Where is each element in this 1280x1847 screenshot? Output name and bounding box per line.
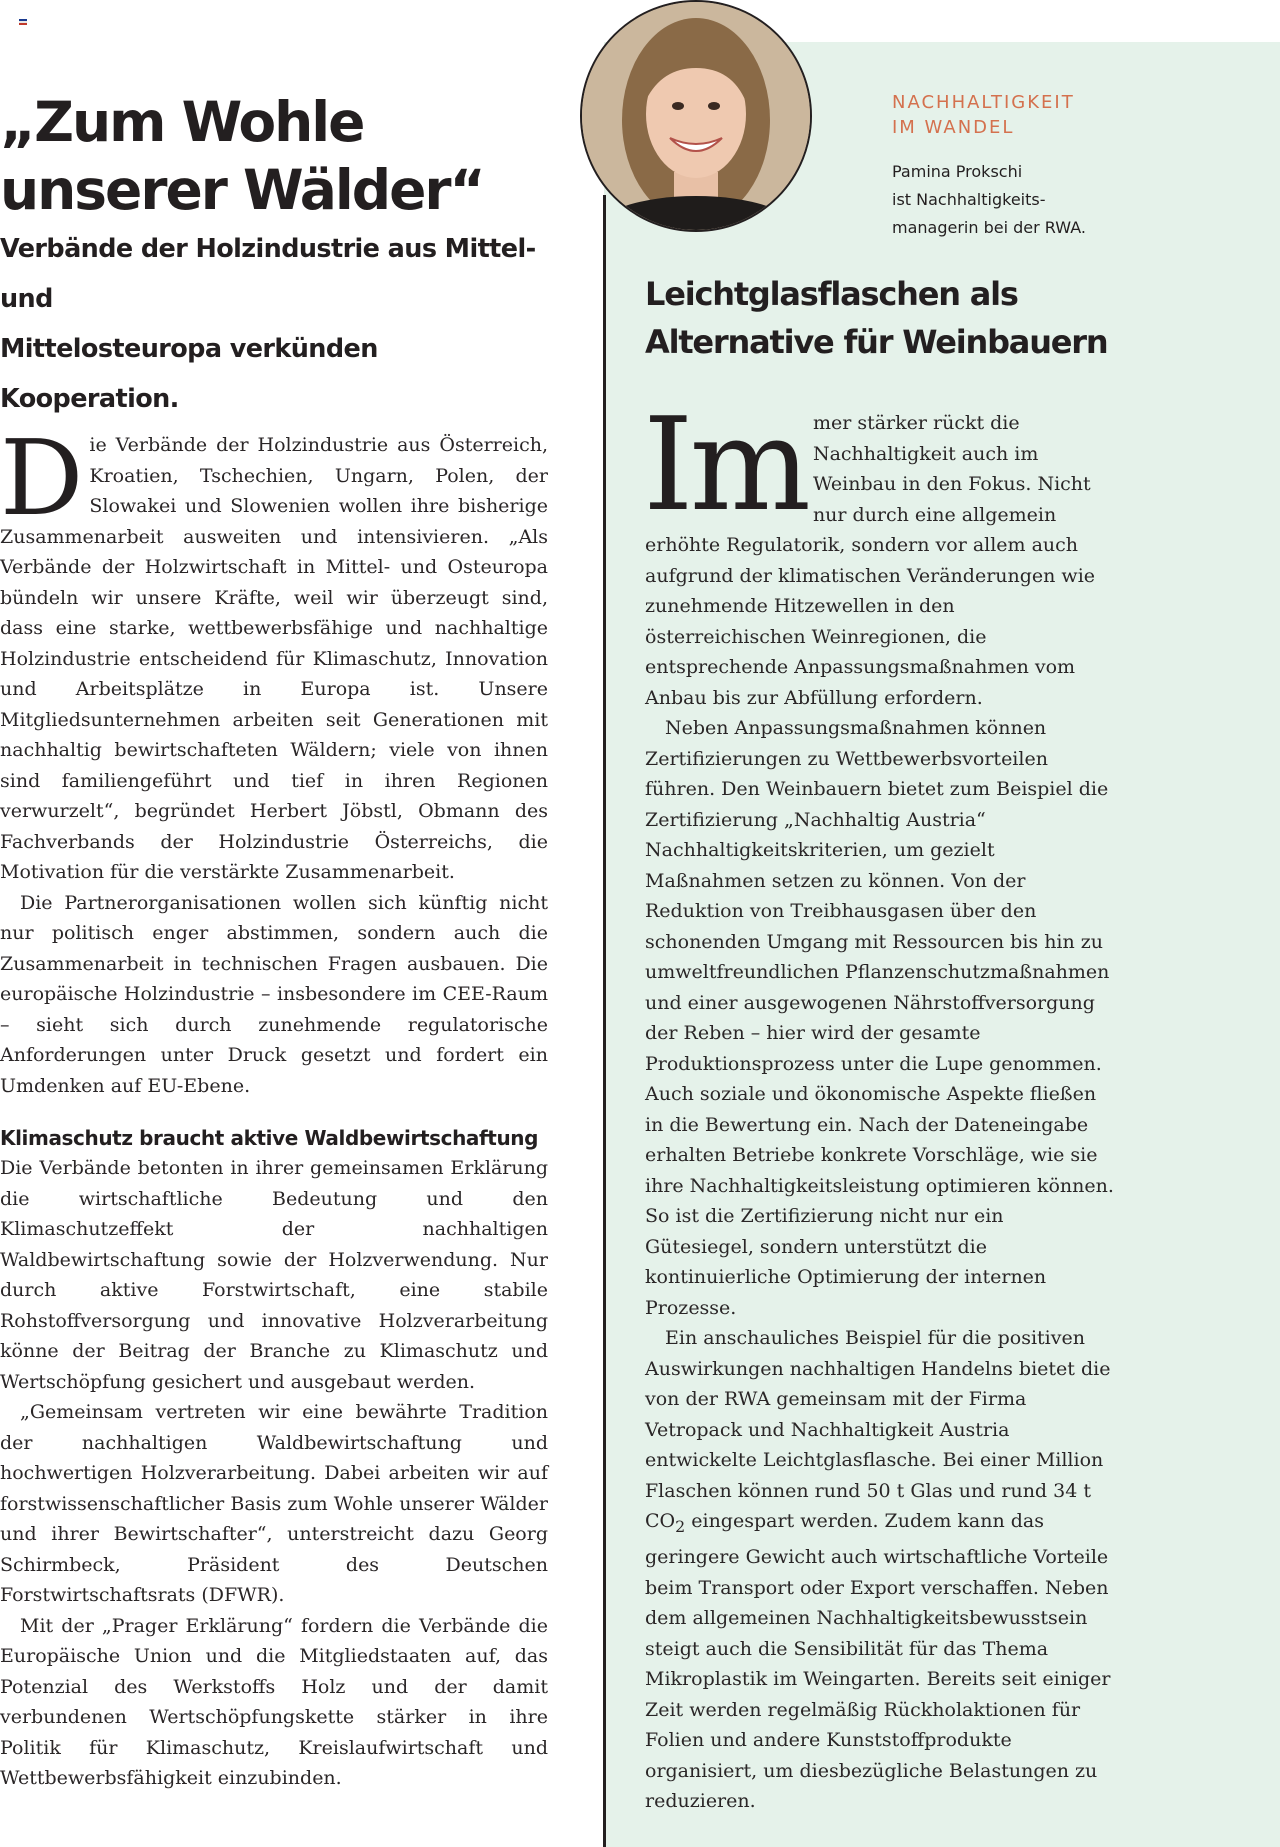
paragraph-5: Mit der „Prager Erklärung“ fordern die Verbände die Europäische Union und die Mitgliedstaaten auf, das Potenzial des Werkstoffs Holz und der damit verbundenen Wertschöpfungskette stärker in ihre Politik für Klimaschutz, Kreislaufwirtschaft und Wettbewerbsfähigkeit einzubinden. [0,1614,548,1789]
column-drop-cap: Im [643,391,807,540]
author-role-1: ist Nachhaltigkeits- [892,190,1046,209]
author-name: Pamina Prokschi [892,162,1023,181]
column-title-line-2: Alternative für Weinbauern [645,323,1108,361]
subhead-line-1: Verbände der Holzindustrie aus Mittel- und [0,234,536,314]
flag-icon [19,19,27,25]
drop-cap: D [0,417,84,539]
paragraph-1-text: ie Verbände der Holzindustrie aus Österreich, Kroatien, Tschechien, Ungarn, Polen, der Slowakei und Slowenien wollen ihre bisherige Zusammenarbeit ausweiten und intensivieren. „Als Verbände der Holzwirtschaft in Mittel- und Osteuropa bündeln wir unsere Kräfte, weil wir überzeugt sind, dass eine starke, wettbewerbsfähige und nachhaltige Holzindustrie entscheidend für Klimaschutz, Innovation und Arbeitsplätze in Europa ist. Unsere Mitgliedsunternehmen arbeiten seit Generationen mit nachhaltig bewirtschafteten Wäldern; viele von ihnen sind familiengeführt und tief in ihren Regionen verwurzelt“, begründet Herbert Jöbstl, Obmann des Fachverbands der Holzindustrie Österreichs, die Motivation für die verstärkte Zusammenarbeit. [0,434,548,883]
co2-subscript: 2 [675,1516,686,1536]
paragraph-1 [0,417,548,888]
article-subhead [0,224,548,424]
paragraph-2: Die Partnerorganisationen wollen sich künftig nicht nur politisch enger abstimmen, sondern auch die Zusammenarbeit in technischen Fragen ausbauen. Die europäische Holzindustrie – insbesondere im CEE-Raum – sieht sich durch zunehmende regulatorische Anforderungen unter Druck gesetzt und fordert ein Umdenken auf EU-Ebene. [0,891,548,1097]
column-paragraph-1-text: mer stärker rückt die Nachhaltigkeit auch im Weinbau in den Fokus. Nicht nur durch eine allgemein erhöhte Regulatorik, sondern vor allem auch aufgrund der klimatischen Veränderungen wie zunehmende Hitzewellen in den österreichischen Weinregionen, die entsprechende Anpassungsmaßnahmen vom Anbau bis zur Abfüllung erfordern. [645,412,1096,709]
column-paragraph-3-a: Ein anschauliches Beispiel für die positiven Auswirkungen nachhaltigen Handelns bietet die von der RWA gemeinsam mit der Firma Vetropack und Nachhaltigkeit Austria entwickelte Leichtglasflasche. Bei einer Million Flaschen können rund 50 t Glas und rund 34 t CO [645,1327,1111,1532]
paragraph-4: „Gemeinsam vertreten wir eine bewährte Tradition der nachhaltigen Waldbewirtschaftung und hochwertigen Holzverarbeitung. Dabei arbeiten wir auf forstwissenschaftlicher Basis zum Wohle unserer Wälder und ihrer Bewirtschafter“, unterstreicht dazu Georg Schirmbeck, Präsident des Deutschen Forstwirtschaftsrats (DFWR). [0,1401,548,1606]
right-article [645,270,1115,1817]
subhead-line-2: Mittelosteuropa verkünden Kooperation. [0,334,378,414]
author-portrait [580,0,812,232]
left-article [0,88,548,1794]
portrait-illustration [582,2,810,230]
paragraph-3: Die Verbände betonten in ihrer gemeinsamen Erklärung die wirtschaftliche Bedeutung und den Klimaschutzeffekt der nachhaltigen Waldbewirtschaftung sowie der Holzverwendung. Nur durch aktive Forstwirtschaft, eine stabile Rohstoffversorgung und innovative Holzverarbeitung könne der Beitrag der Branche zu Klimaschutz und Wertschöpfung gesichert und ausgebaut werden. [0,1157,548,1393]
column-title [645,270,1115,366]
column-paragraph-3-b: eingespart werden. Zudem kann das geringere Gewicht auch wirtschaftliche Vorteile beim Transport oder Export verschaffen. Neben dem allgemeinen Nachhaltigkeitsbewusstsein steigt auch die Sensibilität für das Thema Mikroplastik im Weingarten. Bereits seit einiger Zeit werden regelmäßig Rückholaktionen für Folien und andere Kunststoffprodukte organisiert, um diesbezügliche Belastungen zu reduzieren. [645,1510,1111,1813]
section-heading: Klimaschutz braucht aktive Waldbewirtschaftung [0,1126,539,1150]
column-paragraph-2: Neben Anpassungsmaßnahmen können Zertifizierungen zu Wettbewerbsvorteilen führen. Den Weinbauern bietet zum Beispiel die Zertifizierung „Nachhaltig Austria“ Nachhaltigkeitskriterien, um gezielt Maßnahmen setzen zu können. Von der Reduktion von Treibhausgasen über den schonenden Umgang mit Ressourcen bis hin zu umweltfreundlichen Pflanzenschutzmaßnahmen und einer ausgewogenen Nährstoffversorgung der Reben – hier wird der gesamte Produktionsprozess unter die Lupe genommen. Auch soziale und ökonomische Aspekte fließen in die Bewertung ein. Nach der Dateneingabe erhalten Betriebe konkrete Vorschläge, wie sie ihre Nachhaltigkeitsleistung optimieren können. So ist die Zertifizierung nicht nur ein Gütesiegel, sondern unterstützt die kontinuierliche Optimierung der internen Prozesse. [645,717,1114,1319]
column-kicker [892,90,1075,140]
article-headline [0,88,548,224]
kicker-line-1: NACHHALTIGKEIT [892,92,1075,113]
headline-line-1: „Zum Wohle [0,90,364,154]
column-divider [603,195,606,1847]
column-paragraph-3 [645,1323,1115,1817]
column-title-line-1: Leichtglasflaschen als [645,275,1018,313]
author-info [892,158,1086,242]
kicker-line-2: IM WANDEL [892,117,1015,138]
column-paragraph-1 [643,391,1115,713]
author-role-2: managerin bei der RWA. [892,218,1086,237]
headline-line-2: unserer Wälder“ [0,158,484,222]
